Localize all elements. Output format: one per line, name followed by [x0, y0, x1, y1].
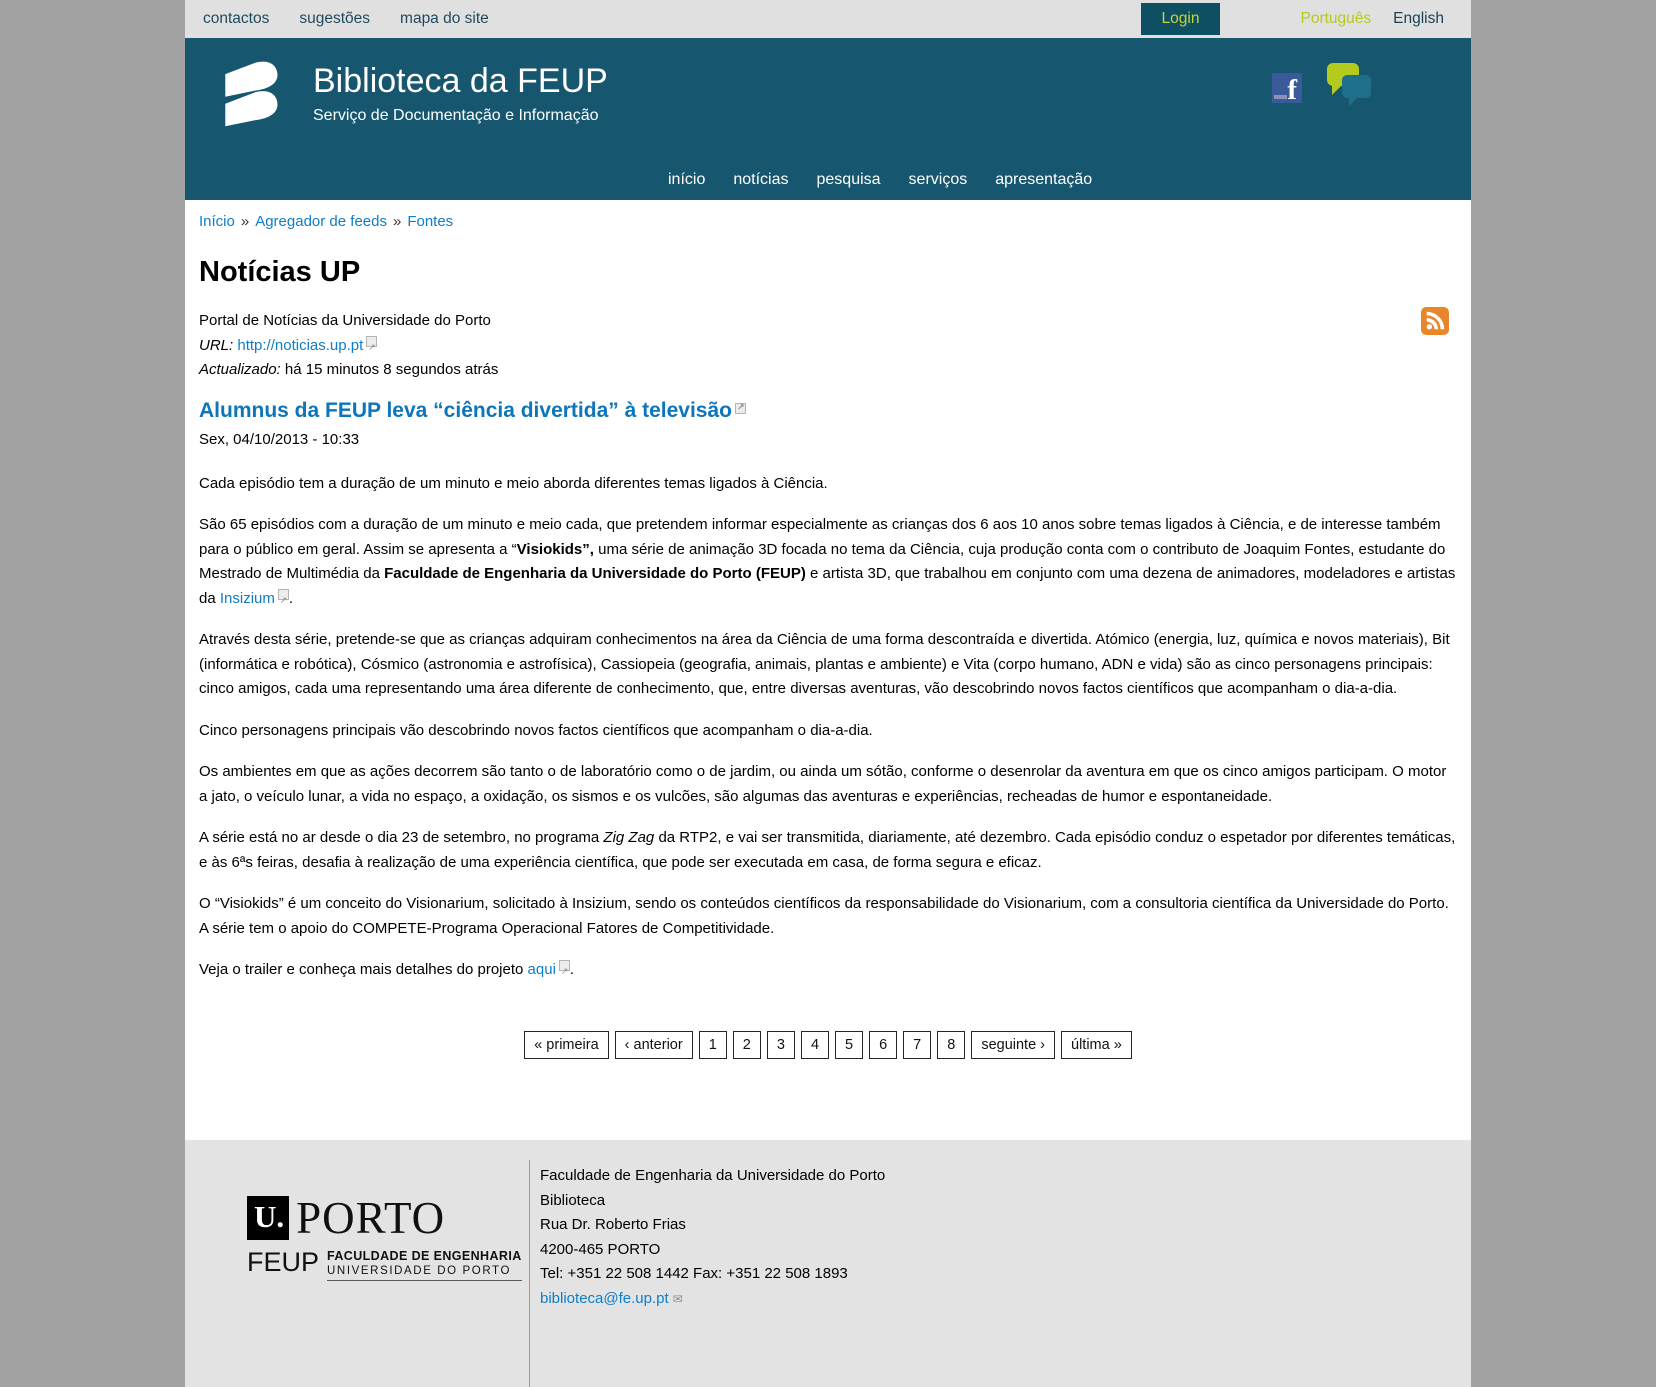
nav-item-apresentação[interactable]: apresentação [995, 171, 1093, 188]
uporto-u-mark: U. [247, 1196, 289, 1240]
feup-logo-line1: FACULDADE DE ENGENHARIA [327, 1249, 522, 1263]
text-segment: Através desta série, pretende-se que as crianças adquiram conhecimentos na área da Ciência de uma forma descontraída e divertida. Atómico (energia, luz, química e novos materiais), Bit (informática e robótica), Cósmico (astronomia e astrofísica), Cassiopeia (geografia, animais, plantas e ambiente) e Vita (corpo humano, ADN e vida) são as cinco personagens principais: cinco amigos, cada uma representando uma área diferente de conhecimento, que, entre diversas aventuras, vão descobrindo novos factos científicos que acompanham o dia-a-dia. [199, 631, 1450, 697]
topbar [185, 0, 1471, 38]
feup-wordmark: FEUP [247, 1247, 320, 1277]
page [185, 0, 1471, 1387]
updated-value: há 15 minutos 8 segundos atrás [284, 361, 499, 378]
page-title: Notícias UP [199, 256, 361, 288]
feup-logo-row [247, 1249, 529, 1281]
topbar-link-contactos[interactable]: contactos [203, 10, 270, 27]
text-segment: Faculdade de Engenharia da Universidade do Porto (FEUP) [384, 565, 806, 582]
article-paragraph [199, 472, 1457, 497]
text-segment: Cada episódio tem a duração de um minuto e meio aborda diferentes temas ligados à Ciência. [199, 474, 828, 492]
facebook-icon[interactable] [1272, 73, 1302, 103]
breadcrumb-link-1[interactable]: Agregador de feeds [255, 213, 387, 230]
nav-item-serviços[interactable]: serviços [908, 171, 968, 188]
inline-link[interactable]: aqui [527, 961, 556, 978]
text-segment: A série está no ar desde o dia 23 de setembro, no programa [199, 829, 604, 846]
site-title[interactable]: Biblioteca da FEUP [313, 62, 608, 100]
pagination-first[interactable]: « primeira [524, 1031, 608, 1059]
text-segment: uma série de animação 3D focada no tema da Ciência, cuja produção conta com o contributo de Joaquim Fontes, estudante do Mestrado de Multimédia da [199, 540, 1446, 582]
nav-item-pesquisa[interactable]: pesquisa [816, 171, 881, 188]
feed-updated-line [199, 358, 1457, 383]
rss-icon[interactable] [1421, 307, 1449, 335]
pagination-page-7[interactable]: 7 [903, 1031, 931, 1059]
breadcrumb-separator: » [392, 213, 402, 230]
uporto-logo [247, 1192, 529, 1281]
topbar-link-sugestões[interactable]: sugestões [299, 10, 371, 27]
external-link-icon [366, 336, 377, 347]
external-link-icon [735, 403, 746, 414]
updated-label: Actualizado: [199, 361, 281, 378]
article-date: Sex, 04/10/2013 - 10:33 [199, 430, 360, 448]
feup-logo-line2: UNIVERSIDADE DO PORTO [327, 1265, 522, 1281]
text-segment: O “Visiokids” é um conceito do Visionarium, solicitado à Insizium, sendo os conteúdos científicos da responsabilidade do Visionarium, com a consultoria científica da Universidade do Porto. A série tem o apoio do COMPETE-Programa Operacional Fatores de Competitividade. [199, 895, 1449, 937]
breadcrumb [199, 213, 1457, 230]
footer-left [185, 1160, 529, 1387]
url-label: URL: [199, 336, 234, 354]
pagination-previous[interactable]: ‹ anterior [615, 1031, 693, 1059]
pagination-last[interactable]: última » [1061, 1031, 1132, 1059]
footer-email-link[interactable]: biblioteca@fe.up.pt [540, 1289, 669, 1307]
pagination-page-8[interactable]: 8 [937, 1031, 965, 1059]
text-segment: São 65 episódios com a duração de um minuto e meio cada, que pretendem informar especialmente as crianças dos 6 aos 10 anos sobre temas ligados à Ciência, e de interesse também para o público em geral. Assim se apresenta a “ [199, 516, 1441, 558]
footer-email-line [540, 1287, 885, 1312]
site-subtitle: Serviço de Documentação e Informação [313, 107, 599, 125]
facebook-letter: f [1287, 74, 1297, 103]
uporto-wordmark: PORTO [296, 1193, 446, 1243]
article-body [199, 472, 1457, 983]
envelope-icon: ✉ [672, 1291, 683, 1306]
pagination-page-4[interactable]: 4 [801, 1031, 829, 1059]
social-icons [1272, 62, 1372, 106]
pagination-page-2[interactable]: 2 [733, 1031, 761, 1059]
uporto-logo-row [247, 1192, 529, 1244]
feed-url-link[interactable]: http://noticias.up.pt [237, 336, 364, 354]
text-segment: . [569, 961, 575, 978]
breadcrumb-link-2[interactable]: Fontes [407, 213, 454, 230]
pagination-page-6[interactable]: 6 [869, 1031, 897, 1059]
breadcrumb-link-0[interactable]: Início [199, 213, 235, 230]
article-paragraph [199, 719, 1457, 744]
article-paragraph [199, 892, 1457, 941]
main-nav [668, 171, 1092, 189]
topbar-links [203, 10, 489, 28]
pagination-page-1[interactable]: 1 [699, 1031, 727, 1059]
text-segment: . [288, 589, 294, 607]
article-paragraph [199, 760, 1457, 809]
topbar-right [1141, 3, 1471, 35]
feed-info [199, 309, 1457, 383]
article-paragraph [199, 826, 1457, 875]
topbar-link-mapa-do-site[interactable]: mapa do site [400, 10, 489, 27]
footer-address-line: 4200-465 PORTO [540, 1240, 661, 1258]
site-header [185, 38, 1471, 200]
feed-source-title: Portal de Notícias da Universidade do Porto [199, 312, 491, 329]
external-link-icon [559, 960, 570, 971]
nav-item-início[interactable]: início [668, 171, 706, 188]
nav-item-notícias[interactable]: notícias [733, 171, 789, 188]
inline-link[interactable]: Insizium [219, 589, 275, 607]
footer-address-line: Rua Dr. Roberto Frias [540, 1216, 686, 1234]
text-segment: Visiokids”, [516, 540, 594, 558]
feup-logo-text [327, 1249, 522, 1281]
footer-address-line: Biblioteca [540, 1191, 606, 1209]
pagination-page-3: 3 [767, 1031, 795, 1059]
text-segment: Cinco personagens principais vão descobrindo novos factos científicos que acompanham o dia-a-dia. [199, 721, 873, 739]
login-button[interactable]: Login [1141, 3, 1221, 35]
text-segment: e artista 3D, que trabalhou em conjunto com uma dezena de animadores, modeladores e artistas da [199, 565, 1456, 607]
main-content [185, 200, 1471, 1140]
brand-text [313, 55, 608, 125]
footer-address-line: Faculdade de Engenharia da Universidade do Porto [540, 1167, 886, 1184]
article-title-link[interactable]: Alumnus da FEUP leva “ciência divertida” à televisão [199, 398, 732, 422]
pagination [199, 1031, 1457, 1059]
article-title [199, 399, 1457, 423]
text-segment: Os ambientes em que as ações decorrem são tanto o de laboratório como o de jardim, ou ainda um sótão, conforme o desenrolar da aventura em que os cinco amigos participam. O motor a jato, o veículo lunar, a vida no espaço, a oxidação, os sismos e os vulcões, são algumas das aventuras e experiências, recheadas de humor e espontaneidade. [199, 763, 1447, 805]
pagination-page-5[interactable]: 5 [835, 1031, 863, 1059]
text-segment: Zig Zag [603, 829, 655, 846]
article-paragraph [199, 513, 1457, 611]
footer-address [529, 1160, 885, 1387]
footer [185, 1140, 1471, 1387]
library-logo-icon[interactable] [218, 55, 290, 135]
feed-url-line [199, 334, 1457, 359]
text-segment: da RTP2, e vai ser transmitida, diariamente, até dezembro. Cada episódio conduz o espetador por diferentes temáticas, e às 6ªs feiras, desafia à realização de uma experiência científica, que pode ser executada em casa, de forma segura e eficaz. [199, 829, 1456, 871]
language-english[interactable]: English [1393, 10, 1444, 27]
article [199, 399, 1457, 983]
breadcrumb-separator: » [240, 213, 250, 230]
pagination-next[interactable]: seguinte › [971, 1031, 1055, 1059]
article-paragraph [199, 958, 1457, 983]
text-segment: Veja o trailer e conheça mais detalhes do projeto [199, 961, 528, 978]
footer-address-line: Tel: +351 22 508 1442 Fax: +351 22 508 1893 [540, 1265, 848, 1283]
article-paragraph [199, 628, 1457, 702]
language-portugues[interactable]: Português [1300, 10, 1372, 27]
chat-bubbles-icon[interactable] [1326, 62, 1372, 106]
external-link-icon [278, 589, 289, 600]
